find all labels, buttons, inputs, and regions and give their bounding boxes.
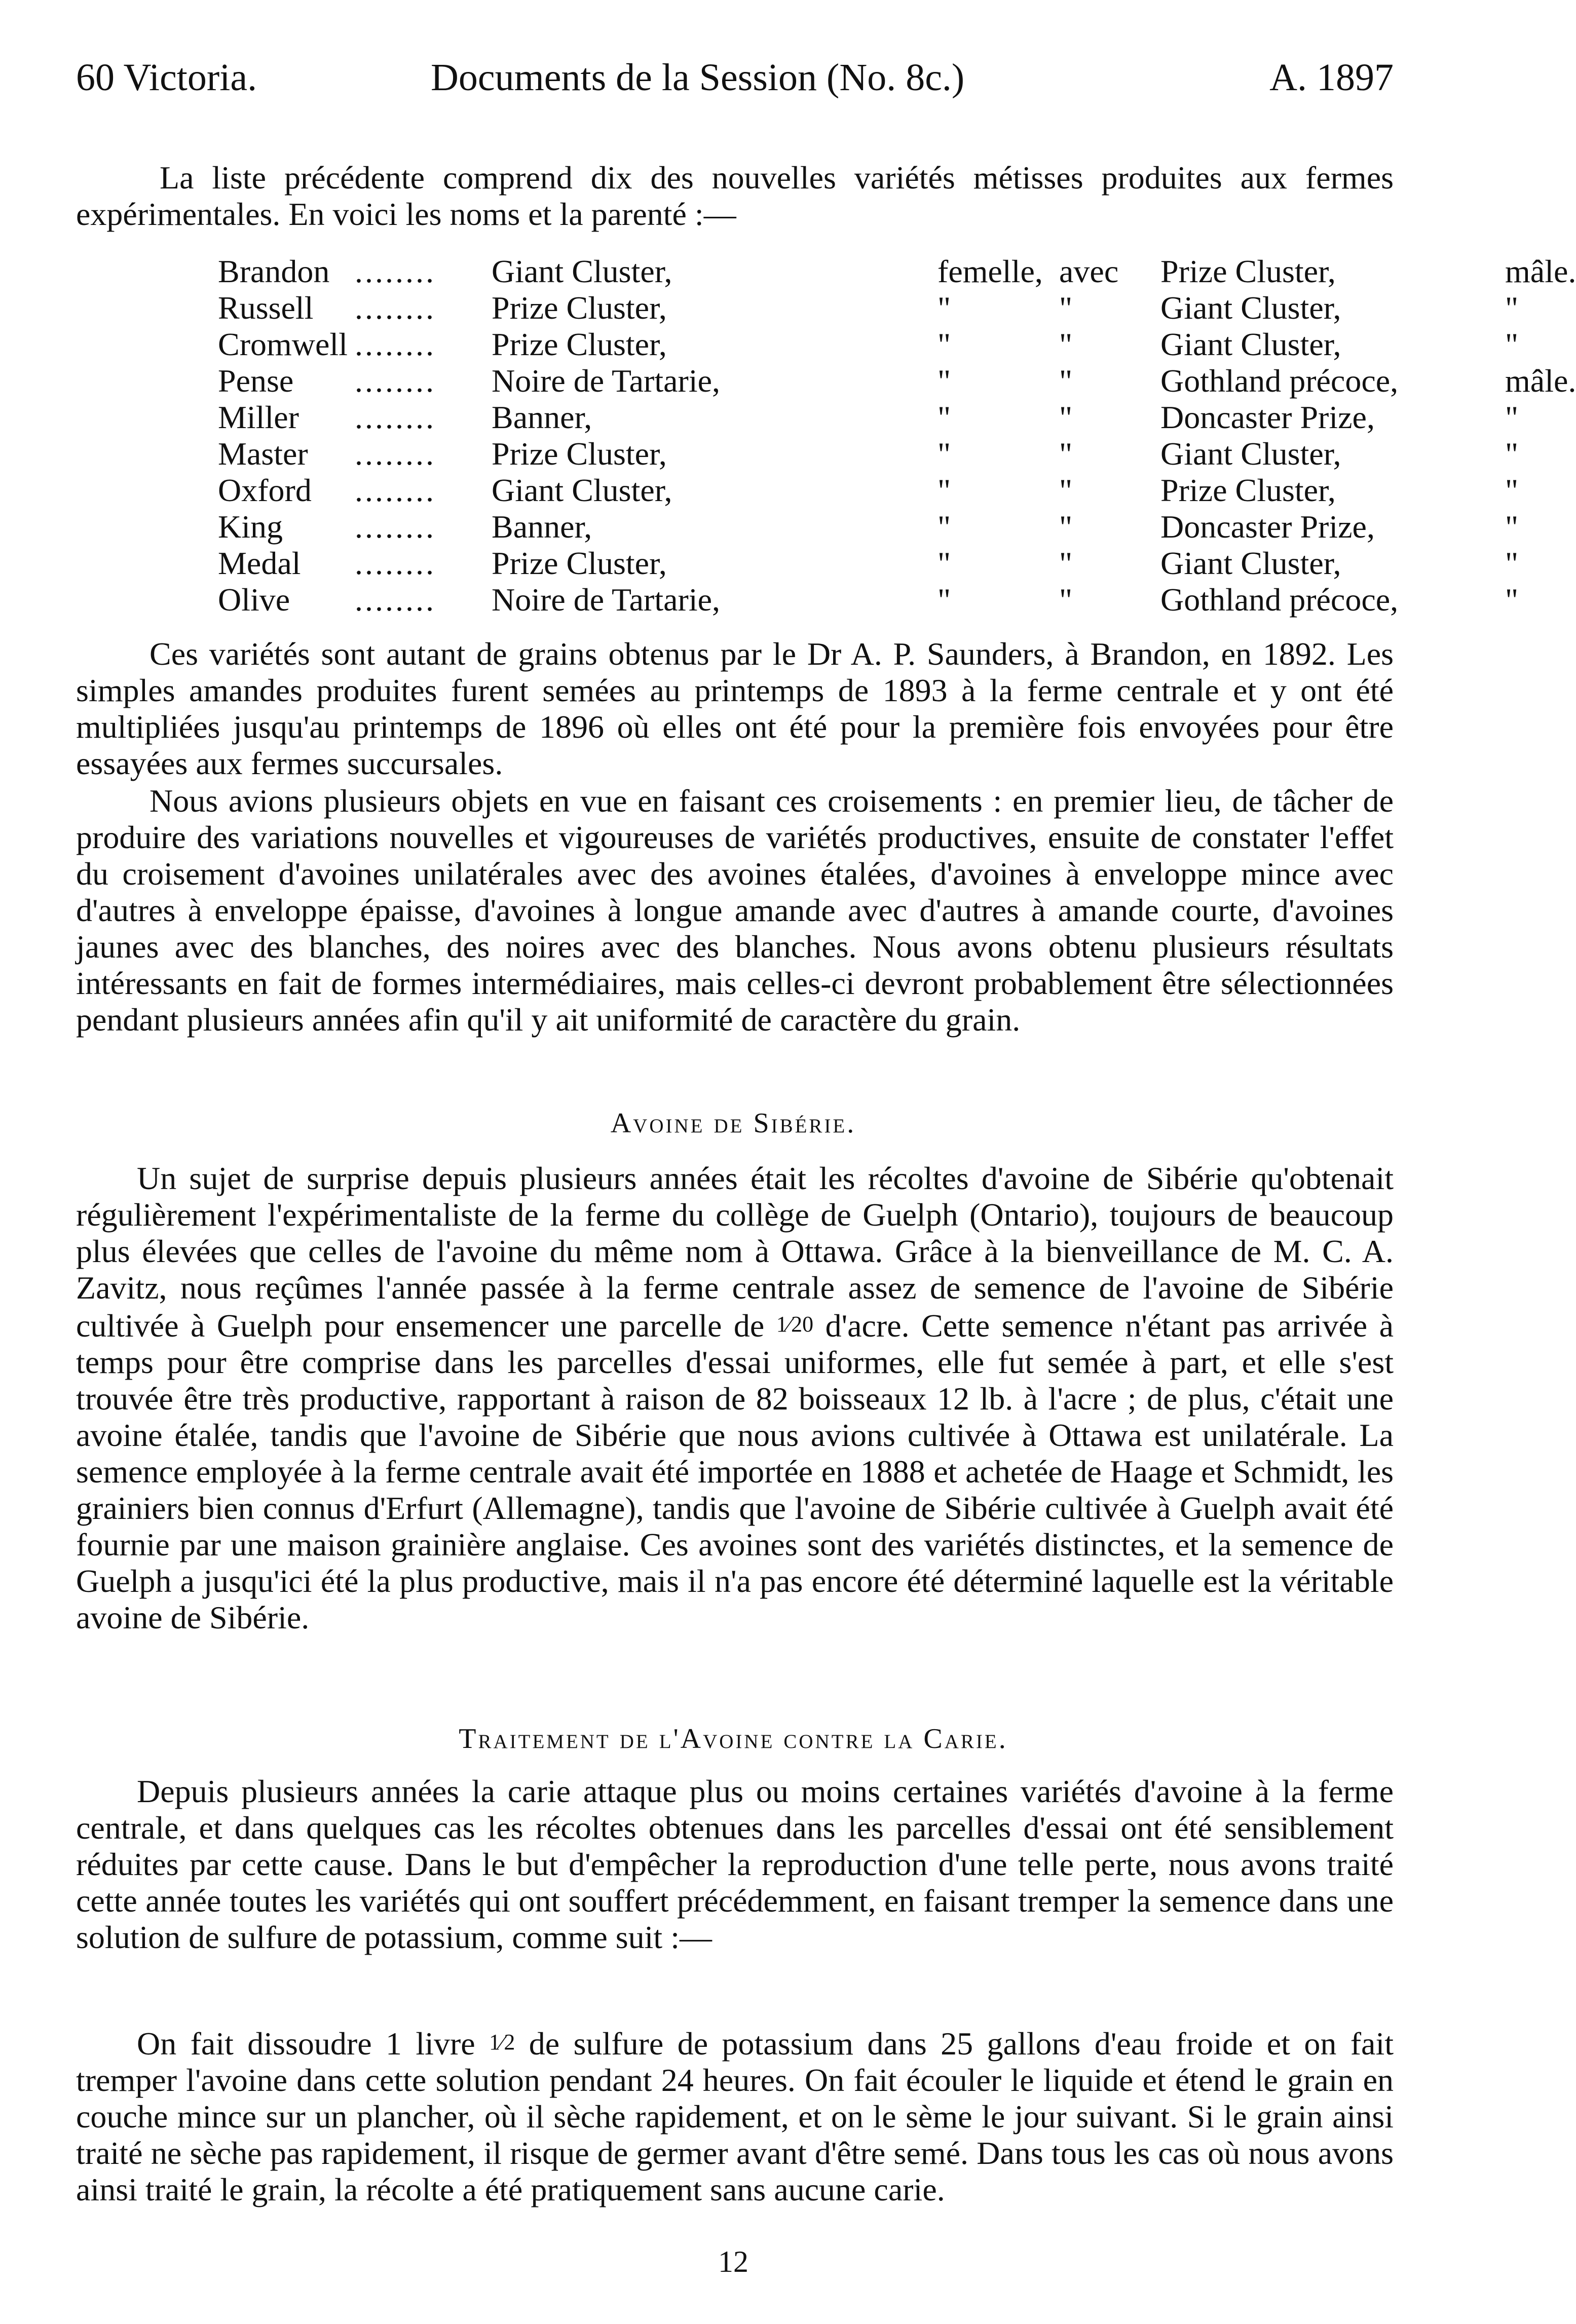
male-parent: Doncaster Prize, [1160, 399, 1375, 435]
dot-leader: ........ [355, 436, 436, 472]
cross-row [218, 399, 1519, 436]
carie-paragraph: Depuis plusieurs années la carie attaque plus ou moins certaines variétés d'avoine à la ferme centrale, et dans quelques cas les récoltes obtenues dans les parcelles d'essai ont été sensiblement réduites par cette cause. Dans le but d'empêcher la reproduction d'une telle perte, nous avons traité cette année toutes les variétés qui ont souffert précédemment, en faisant tremper la semence dans une solution de sulfure de potassium, comme suit :— [76, 1773, 1394, 1955]
objectives-paragraph: Nous avions plusieurs objets en vue en faisant ces croisements : en premier lieu, de tâcher de produire des variations nouvelles et vigoureuses de variétés productives, ensuite de constater l'effet du croisement d'avoines unilatérales avec des avoines étalées, d'avoines à enveloppe mince avec d'autres à enveloppe épaisse, d'avoines à longue amande avec d'autres à amande courte, d'avoines jaunes avec des blanches, des noires avec des blanches. Nous avons obtenu plusieurs résultats intéressants en fait de formes intermédiaires, mais celles-ci devront probablement être sélectionnées pendant plusieurs années afin qu'il y ait uniformité de caractère du grain. [76, 783, 1394, 1038]
intro-paragraph: La liste précédente comprend dix des nouvelles variétés métisses produites aux fermes expérimentales. En voici les noms et la parenté :— [76, 160, 1394, 232]
sex-label: " [1505, 436, 1519, 472]
relation-label: " [937, 290, 951, 326]
avec-label: " [1059, 363, 1073, 399]
relation-label: " [937, 399, 951, 435]
dissolution-text-b: de sulfure de potassium dans 25 gallons d'eau froide et on fait tremper l'avoine dans cette solution pendant 24 heures. On fait écouler le liquide et étend le grain en couche mince sur un plancher, où il sèche rapidement, et on le sème le jour suivant. Si le grain ainsi traité ne sèche pas rapidement, il risque de germer avant d'être semé. Dans tous les cas où nous avons ainsi traité le grain, la récolte a été pratiquement sans aucune carie. [76, 2026, 1394, 2207]
running-header [76, 56, 1394, 117]
fraction-half: 1⁄2 [489, 2030, 515, 2054]
male-parent: Doncaster Prize, [1160, 509, 1375, 545]
sex-label: " [1505, 326, 1519, 362]
male-parent: Prize Cluster, [1160, 253, 1336, 289]
dot-leader: ........ [355, 399, 436, 435]
avec-label: " [1059, 436, 1073, 472]
sex-label: " [1505, 290, 1519, 326]
avec-label: " [1059, 290, 1073, 326]
female-parent: Prize Cluster, [492, 545, 667, 581]
dot-leader: ........ [355, 509, 436, 545]
avec-label: " [1059, 545, 1073, 581]
female-parent: Noire de Tartarie, [492, 363, 720, 399]
sex-label: " [1505, 545, 1519, 581]
relation-label: " [937, 545, 951, 581]
female-parent: Prize Cluster, [492, 326, 667, 362]
siberie-text-a: Un sujet de surprise depuis plusieurs années était les récoltes d'avoine de Sibérie qu'obtenait régulièrement l'expérimentaliste de la ferme du collège de Guelph (Ontario), toujours de beaucoup plus élevées que celles de l'avoine du même nom à Ottawa. Grâce à la bienveillance de M. C. A. Zavitz, nous reçûmes l'année passée à la ferme centrale assez de semence de l'avoine de Sibérie cultivée à Guelph pour ensemencer une parcelle de [76, 1160, 1394, 1344]
male-parent: Gothland précoce, [1160, 582, 1399, 618]
cross-row [218, 326, 1519, 363]
relation-label: " [937, 582, 951, 618]
female-parent: Banner, [492, 509, 592, 545]
avec-label: avec [1059, 253, 1119, 289]
header-year: A. 1897 [1269, 56, 1394, 99]
variety-name: Pense [218, 363, 294, 399]
dot-leader: ........ [355, 582, 436, 618]
relation-label: " [937, 436, 951, 472]
cross-row [218, 253, 1576, 290]
male-parent: Giant Cluster, [1160, 290, 1341, 326]
cross-row [218, 472, 1519, 509]
sex-label: " [1505, 399, 1519, 435]
female-parent: Giant Cluster, [492, 472, 672, 508]
page-number: 12 [718, 2245, 748, 2278]
dot-leader: ........ [355, 326, 436, 362]
variety-name: Oxford [218, 472, 312, 508]
female-parent: Banner, [492, 399, 592, 435]
avec-label: " [1059, 399, 1073, 435]
section-heading-carie: Traitement de l'Avoine contre la Carie. [459, 1723, 1008, 1755]
female-parent: Prize Cluster, [492, 290, 667, 326]
female-parent: Noire de Tartarie, [492, 582, 720, 618]
male-parent: Giant Cluster, [1160, 326, 1341, 362]
dot-leader: ........ [355, 253, 436, 289]
variety-name: Master [218, 436, 308, 472]
header-volume: 60 Victoria. [76, 56, 257, 99]
dissolution-text-a: On fait dissoudre 1 livre [137, 2026, 475, 2062]
variety-name: Cromwell [218, 326, 348, 362]
cross-row [218, 290, 1519, 326]
sex-label: " [1505, 509, 1519, 545]
sex-label: mâle. [1505, 253, 1576, 289]
variety-name: Olive [218, 582, 290, 618]
female-parent: Giant Cluster, [492, 253, 672, 289]
saunders-paragraph: Ces variétés sont autant de grains obtenus par le Dr A. P. Saunders, à Brandon, en 1892. Les simples amandes produites furent semées au printemps de 1893 à la ferme centrale et y ont été multipliées jusqu'au printemps de 1896 où elles ont été pour la première fois envoyées pour être essayées aux fermes succursales. [76, 636, 1394, 781]
cross-row [218, 545, 1519, 582]
sex-label: " [1505, 582, 1519, 618]
variety-name: King [218, 509, 283, 545]
male-parent: Gothland précoce, [1160, 363, 1399, 399]
avec-label: " [1059, 582, 1073, 618]
relation-label: " [937, 509, 951, 545]
variety-name: Russell [218, 290, 314, 326]
dot-leader: ........ [355, 290, 436, 326]
cross-row [218, 582, 1519, 618]
female-parent: Prize Cluster, [492, 436, 667, 472]
cross-row [218, 509, 1519, 545]
cross-row [218, 363, 1576, 399]
crosses-list [218, 253, 1576, 618]
avec-label: " [1059, 509, 1073, 545]
siberie-text-b: d'acre. Cette semence n'étant pas arrivée à temps pour être comprise dans les parcelles d'essai uniformes, elle fut semée à part, et elle s'est trouvée être très productive, rapportant à raison de 82 boisseaux 12 lb. à l'acre ; de plus, c'était une avoine étalée, tandis que l'avoine de Sibérie que nous avions cultivée à Ottawa est unilatérale. La semence employée à la ferme centrale avait été importée en 1888 et achetée de Haage et Schmidt, les grainiers bien connus d'Erfurt (Allemagne), tandis que l'avoine de Sibérie cultivée à Guelph avait été fournie par une maison grainière anglaise. Ces avoines sont des variétés distinctes, et la semence de Guelph a jusqu'ici été la plus productive, mais il n'a pas encore été déterminé laquelle est la véritable avoine de Sibérie. [76, 1308, 1394, 1635]
variety-name: Medal [218, 545, 301, 581]
dot-leader: ........ [355, 363, 436, 399]
male-parent: Giant Cluster, [1160, 436, 1341, 472]
relation-label: " [937, 326, 951, 362]
header-title: Documents de la Session (No. 8c.) [431, 56, 965, 99]
relation-label: " [937, 472, 951, 508]
dot-leader: ........ [355, 472, 436, 508]
dot-leader: ........ [355, 545, 436, 581]
relation-label: " [937, 363, 951, 399]
male-parent: Giant Cluster, [1160, 545, 1341, 581]
fraction-twentieth: 1⁄20 [776, 1312, 814, 1337]
avec-label: " [1059, 326, 1073, 362]
section-heading-siberie: Avoine de Sibérie. [610, 1108, 856, 1139]
sex-label: " [1505, 472, 1519, 508]
sex-label: mâle. [1505, 363, 1576, 399]
siberie-paragraph [76, 1160, 1394, 1636]
relation-label: femelle, [937, 253, 1043, 289]
avec-label: " [1059, 472, 1073, 508]
male-parent: Prize Cluster, [1160, 472, 1336, 508]
dissolution-paragraph [76, 2024, 1394, 2208]
variety-name: Miller [218, 399, 299, 435]
variety-name: Brandon [218, 253, 330, 289]
cross-row [218, 436, 1519, 472]
